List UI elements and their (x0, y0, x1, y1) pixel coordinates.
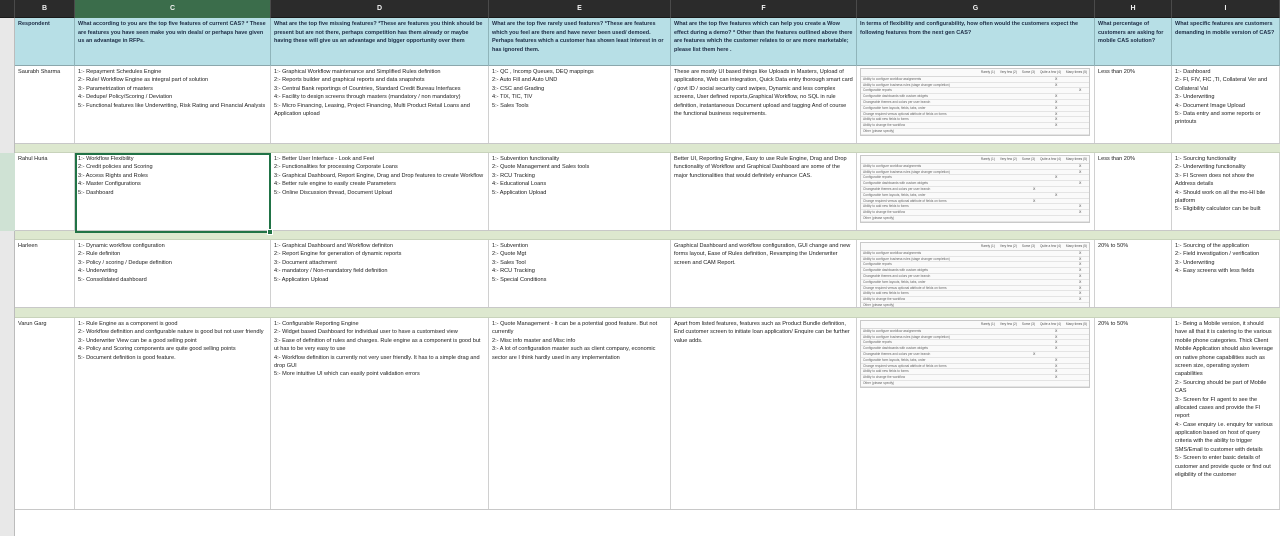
cell-text: 5:- Eligibility calculator can be built (1175, 206, 1261, 213)
rating-question: Configurable dashboards with custom widgets (863, 268, 929, 273)
rating-mark: X (1055, 82, 1058, 87)
cell-text: 2:- Quote Management and Sales tools (492, 164, 590, 171)
rating-scale-label: Some (3) (1021, 322, 1036, 326)
rating-scale-label: Many times (5) (1065, 322, 1087, 326)
table-row (15, 318, 1280, 510)
table-row (15, 240, 1280, 308)
rating-mark: X (1079, 268, 1082, 273)
cell-text: 4:- Should work on all the mo-HI bile platform (1175, 189, 1266, 204)
row-header-gutter (0, 18, 15, 536)
cell-text: 1:- Being a Mobile version, it should have all that it is catering to the various mobile phone categories. Thick Client Mobile Application should also leverage on native phone capabilities such as screen size, operating system capabilities (1175, 321, 1273, 378)
cell-text: 3:- RCU Tracking (492, 172, 535, 179)
column-header-g[interactable]: G (857, 0, 1095, 18)
rating-question: Ability to change the workflow (863, 210, 905, 215)
rating-scale-label: Quite a few (4) (1040, 157, 1061, 161)
cell-text: Rahul Huria (18, 156, 48, 162)
cell-text: 2:- Rule/ Workflow Engine as integral part of solution (78, 77, 209, 84)
table-row (15, 153, 1280, 231)
rating-scale-label: Some (3) (1021, 244, 1036, 248)
cell-text: 1:- Rule Engine as a component is good (78, 321, 178, 327)
cell-text: 4:- Workflow definition is currently not very user friendly. It has to a simple drag and drop GUI (274, 354, 480, 369)
respondent-cell[interactable] (15, 66, 75, 143)
current-features-cell[interactable] (75, 318, 271, 509)
current-features-cell[interactable] (75, 240, 271, 307)
mobile-features-cell[interactable] (1172, 153, 1280, 230)
rating-mark: X (1055, 123, 1058, 128)
column-header-f[interactable]: F (671, 0, 857, 18)
rating-question: Configurable form layouts, fields, tabs, order (863, 105, 926, 110)
column-header-d[interactable]: D (271, 0, 489, 18)
mobile-percentage-cell[interactable] (1095, 66, 1172, 143)
cell-text: 3:- Access Rights and Roles (78, 172, 148, 179)
rating-mark: X (1079, 262, 1082, 267)
cell-text: Less than 20% (1098, 69, 1136, 75)
rating-question: Changeable themes and colors per user branch (863, 99, 931, 104)
column-header-e[interactable]: E (489, 0, 671, 18)
rating-mark: X (1079, 256, 1082, 261)
rating-question: Configurable form layouts, fields, tabs, order (863, 357, 926, 362)
cell-text: 20% to 50% (1098, 321, 1129, 327)
cell-text: 2:- FI, FIV, FIC ,TI, Collateral Ver and Collateral Val (1175, 77, 1268, 92)
rating-mark: X (1055, 369, 1058, 374)
wow-features-cell[interactable] (671, 153, 857, 230)
rating-mark: X (1055, 375, 1058, 380)
rating-mark: X (1055, 99, 1058, 104)
cell-text: 3:- Screen for FI agent to see the allocated cases and provide the FI report (1175, 396, 1261, 420)
cell-text: Better UI, Reporting Engine, Easy to use Rule Engine, Drag and Drop functionality of Workflow and Graphical Dashboard are some of the major functionalities that would definitely enhance CAS. (674, 156, 847, 179)
cell-text: 5:- Application Upload (492, 189, 547, 196)
missing-features-cell[interactable] (271, 240, 489, 307)
cell-text: 2:- Auto Fill and Auto UND (492, 77, 558, 84)
rating-scale-label: Some (3) (1021, 157, 1036, 161)
rating-mark: X (1055, 117, 1058, 122)
rating-question: Ability to configure business rules (stage changer completion) (863, 334, 950, 339)
rating-question: Configurable reports (863, 175, 892, 180)
rating-mark: X (1079, 210, 1082, 215)
rating-mark: X (1079, 297, 1082, 302)
rarely-used-features-cell[interactable] (489, 66, 671, 143)
rating-question: Configurable dashboards with custom widgets (863, 346, 929, 351)
mobile-features-cell[interactable] (1172, 240, 1280, 307)
cell-text: 1:- QC , Incomp Queues, DEQ mappings (492, 69, 594, 75)
cell-text: 1:- Repayment Schedules Engine (78, 69, 162, 75)
row-header-selected[interactable] (0, 153, 15, 231)
rating-question: Ability to add new fields to forms (863, 291, 909, 296)
rating-scale-label: Quite a few (4) (1040, 322, 1061, 326)
rating-question: Configurable form layouts, fields, tabs, order (863, 279, 926, 284)
rating-scale-label: Rarely (1) (980, 244, 995, 248)
rating-scale-label: Very few (2) (999, 322, 1017, 326)
rating-mark: X (1055, 76, 1058, 81)
cell-text: 3:- Document attachment (274, 259, 337, 266)
cell-text: Graphical Dashboard and workflow configuration, GUI change and new forms layout, Ease of Rules definition, Revamping the Underwriter screen and CAM Report. (674, 243, 851, 266)
cell-text: Less than 20% (1098, 156, 1136, 162)
cell-text: 2:- Workflow definition and configurable nature is good but not user friendly (78, 329, 264, 336)
cell-text: 1:- Dynamic workflow configuration (78, 243, 165, 249)
row-spacer[interactable] (15, 144, 1280, 153)
rating-question: Configurable dashboards with custom widgets (863, 181, 929, 186)
rating-mark: X (1055, 175, 1058, 180)
rating-question: Configurable dashboards with custom widgets (863, 94, 929, 99)
rating-image-cell[interactable] (857, 153, 1095, 230)
cell-text: 5:- Document definition is good feature. (78, 354, 176, 361)
rating-mark: X (1055, 340, 1058, 345)
rating-mark: X (1055, 105, 1058, 110)
cell-text: 2:- Quote Mgt (492, 251, 527, 258)
rating-scale-label: Quite a few (4) (1040, 244, 1061, 248)
cell-text: 4:- TIX, TIC, TIV (492, 94, 533, 101)
cell-text: 4:- Underwriting (78, 268, 118, 275)
rating-mark: X (1033, 198, 1036, 203)
rating-mark: X (1079, 181, 1082, 186)
rating-mark: X (1079, 273, 1082, 278)
rating-scale-label: Many times (5) (1065, 157, 1087, 161)
header-rarely-used-features[interactable]: What are the top five rarely used features? *These are features which you feel are there and have never been used/ demoed. Perhaps features which a customer has shown least interest in or has ignored them. (489, 18, 671, 66)
rating-scale-label: Quite a few (4) (1040, 70, 1061, 74)
wow-features-cell[interactable] (671, 318, 857, 509)
cell-text: 3:- Underwriter View can be a good selling point (78, 337, 197, 344)
current-features-cell[interactable] (75, 66, 271, 143)
cell-text: 5:- Dashboard (78, 189, 114, 196)
missing-features-cell[interactable] (271, 153, 489, 230)
rating-question: Other (please specify) (863, 302, 895, 307)
cell-text: 2:- Misc info master and Misc info (492, 337, 576, 344)
rating-question: Changeable themes and colors per user branch (863, 186, 931, 191)
cell-text: 1:- Graphical Workflow maintenance and Simplified Rules definition (274, 69, 441, 75)
header-missing-features[interactable]: What are the top five missing features? *These are features you think should be present but are not there, perhaps competition has them already or maybe having these will give us an advantage and bigger opportunity over them (271, 18, 489, 66)
cell-text: 2:- Reports builder and graphical reports and data snapshots (274, 77, 425, 84)
row-spacer[interactable] (15, 231, 1280, 240)
current-features-cell[interactable] (75, 153, 271, 230)
cell-text: 4:- Easy screens with less fields (1175, 268, 1255, 275)
cell-text: 3:- CSC and Grading (492, 85, 545, 92)
rating-mark: X (1055, 192, 1058, 197)
rating-scale-label: Very few (2) (999, 157, 1017, 161)
cell-text: 5:- Micro Financing, Leasing, Project Financing, Multi Product Retail Loans and Application upload (274, 102, 470, 117)
cell-text: 4:- Document Image Upload (1175, 102, 1245, 109)
rating-question: Other (please specify) (863, 380, 895, 385)
cell-text: 1:- Dashboard (1175, 69, 1211, 75)
rating-question: Configurable reports (863, 88, 892, 93)
cell-text: 5:- Online Discussion thread, Document Upload (274, 189, 393, 196)
rating-question: Ability to add new fields to forms (863, 117, 909, 122)
rating-question: Ability to add new fields to forms (863, 369, 909, 374)
cell-text: 2:- Credit policies and Scoring (78, 164, 153, 171)
rating-question: Change required versus optional attribute of fields on forms (863, 363, 947, 368)
rating-mark: X (1055, 346, 1058, 351)
rating-mark: X (1055, 357, 1058, 362)
cell-text: 1:- Sourcing functionality (1175, 156, 1237, 162)
cell-text: 2:- Widget based Dashboard for individual user to have a customised view (274, 329, 458, 336)
cell-text: 1:- Configurable Reporting Engine (274, 321, 359, 327)
rating-question: Ability to change the workflow (863, 123, 905, 128)
cell-text: 2:- Rule definiton (78, 251, 121, 258)
rating-question: Changeable themes and colors per user branch (863, 273, 931, 278)
cell-text: 4:- mandatory / Non-mandatory field definition (274, 268, 388, 275)
rating-question: Configurable reports (863, 262, 892, 267)
cell-text: 5:- More intuitive UI which can easily point validation errors (274, 371, 420, 378)
cell-text: 2:- Report Engine for generation of dynamic reports (274, 251, 402, 258)
rating-question: Other (please specify) (863, 128, 895, 133)
rating-question: Ability to configure workflow assignments (863, 250, 922, 255)
rarely-used-features-cell[interactable] (489, 240, 671, 307)
cell-text: 1:- Graphical Dashboard and Workflow definiton (274, 243, 393, 249)
rarely-used-features-cell[interactable] (489, 318, 671, 509)
respondent-cell[interactable] (15, 153, 75, 230)
column-header-h[interactable]: H (1095, 0, 1172, 18)
cell-text: 5:- Screen to enter basic details of customer and provide quote or find out eligibility of the customer (1175, 455, 1271, 479)
rating-mark: X (1079, 204, 1082, 209)
rating-mark: X (1079, 88, 1082, 93)
cell-text: Apart from listed features, features such as Product Bundle definition, End customer screen to initiate loan application/ Enquire can be further value adds. (674, 321, 850, 344)
cell-text: 3:- A lot of configuration master such as client company, economic sector are I think hardly used in any implementation (492, 346, 656, 361)
cell-text: 4:- Facility to design screens through masters (mandatory / non mandatory) (274, 94, 461, 101)
rating-mark: X (1079, 279, 1082, 284)
table-row (15, 66, 1280, 144)
cell-text: 3:- Underwriting (1175, 259, 1215, 266)
rating-question: Ability to configure business rules (stage changer completion) (863, 256, 950, 261)
rating-scale-label: Many times (5) (1065, 244, 1087, 248)
rating-question: Configurable form layouts, fields, tabs, order (863, 192, 926, 197)
header-mobile-features[interactable]: What specific features are customers demanding in mobile version of CAS? (1172, 18, 1280, 66)
rating-mark: X (1079, 291, 1082, 296)
rarely-used-features-cell[interactable] (489, 153, 671, 230)
cell-text: 5:- Special Conditions (492, 276, 547, 283)
respondent-cell[interactable] (15, 240, 75, 307)
cell-text: Varun Garg (18, 321, 47, 327)
cell-text: 3:- FI Screen does not show the Address details (1175, 172, 1255, 188)
cell-text: 3:- Parametrization of masters (78, 85, 153, 92)
respondent-cell[interactable] (15, 318, 75, 509)
wow-features-cell[interactable] (671, 240, 857, 307)
cell-text: 3:- Ease of definition of rules and charges. Rule engine as a component is good but ut has to be very easy to use (274, 337, 481, 353)
cell-text: 5:- Application Upload (274, 276, 329, 283)
cell-text: 5:- Consolidated dashboard (78, 276, 147, 283)
rating-scale-label: Rarely (1) (980, 322, 995, 326)
rating-mark: X (1079, 250, 1082, 255)
cell-text: 3:- Sales Tool (492, 259, 526, 266)
header-row (15, 18, 1280, 66)
cell-text: These are mostly UI based things like Uploads in Masters, Upload of applications, Web can integration, Quick Data entry thorough smart card / govt ID / social security card swipes, Dynamic and less complex screens, User defined reports,Graphical Workflow, no SQL in rule definition, instantaneous Document upload and tagging And of course the functional business requirements. (674, 69, 853, 117)
mobile-features-cell[interactable] (1172, 66, 1280, 143)
cell-text: 4:- Case enquiry i.e. enquiry for various application based on host of query criteria with the ability to trigger SMS/Email to customer with details (1175, 421, 1273, 453)
rating-question: Change required versus optional attribute of fields on forms (863, 198, 947, 203)
cell-text: 20% to 50% (1098, 243, 1129, 249)
cell-text: 1:- Better User Interface - Look and Feel (274, 156, 375, 162)
cell-text: 2:- Underwriting functionality (1175, 164, 1246, 171)
mobile-features-cell[interactable] (1172, 318, 1280, 509)
cell-text: 4:- RCU Tracking (492, 268, 535, 275)
cell-text: Harleen (18, 243, 38, 249)
rating-mark: X (1055, 111, 1058, 116)
mobile-percentage-cell[interactable] (1095, 153, 1172, 230)
rating-question: Change required versus optional attribute of fields on forms (863, 285, 947, 290)
rating-question: Ability to configure workflow assignments (863, 328, 922, 333)
rating-mark: X (1055, 334, 1058, 339)
rating-question: Ability to configure business rules (stage changer completion) (863, 169, 950, 174)
rating-question: Ability to change the workflow (863, 375, 905, 380)
rating-grid-image[interactable] (860, 68, 1090, 136)
mobile-percentage-cell[interactable] (1095, 318, 1172, 509)
cell-text: 3:- Central Bank reportings of Countries, Standard Credit Bureau Interfaces (274, 85, 461, 92)
rating-question: Change required versus optional attribute of fields on forms (863, 111, 947, 116)
cell-text: 3:- Policy / scoring / Dedupe definition (78, 259, 172, 266)
select-all-corner[interactable] (0, 0, 15, 18)
rating-question: Ability to configure business rules (stage changer completion) (863, 82, 950, 87)
empty-rows (15, 510, 1280, 536)
cell-text: 2:- Sourcing should be part of Mobile CAS (1175, 379, 1267, 395)
rating-grid-image[interactable] (860, 320, 1090, 388)
rating-question: Other (please specify) (863, 215, 895, 220)
cell-text: 3:- Underwriting (1175, 94, 1215, 101)
rating-question: Ability to add new fields to forms (863, 204, 909, 209)
rating-mark: X (1079, 163, 1082, 168)
rating-scale-label: Rarely (1) (980, 157, 995, 161)
missing-features-cell[interactable] (271, 66, 489, 143)
cell-text: 5:- Functional features like Underwriting, Risk Rating and Financial Analysis (78, 102, 266, 109)
row-spacer[interactable] (15, 308, 1280, 318)
column-header-b[interactable]: B (15, 0, 75, 18)
column-header-c[interactable]: C (75, 0, 271, 18)
rating-mark: X (1033, 186, 1036, 191)
cell-text: 5:- Data entry and some reports or printouts (1175, 110, 1261, 126)
header-respondent[interactable]: Respondent (15, 18, 75, 66)
rating-question: Ability to configure workflow assignments (863, 76, 922, 81)
cell-text: 1:- Quote Management - It can be a potential good feature. But not currently (492, 321, 658, 336)
rating-scale-label: Rarely (1) (980, 70, 995, 74)
cell-text: 4:- Master Configurations (78, 181, 141, 188)
rating-scale-label: Some (3) (1021, 70, 1036, 74)
column-header-bar (0, 0, 1280, 18)
rating-mark: X (1079, 285, 1082, 290)
rating-image-cell[interactable] (857, 240, 1095, 307)
cell-text: 1:- Workflow Flexibility (78, 156, 134, 162)
cell-text: 4:- Policy and Scoring components are quite good selling points (78, 346, 236, 353)
rating-image-cell[interactable] (857, 66, 1095, 143)
rating-scale-label: Many times (5) (1065, 70, 1087, 74)
rating-scale-label: Very few (2) (999, 70, 1017, 74)
cell-text: Saurabh Sharma (18, 69, 61, 75)
rating-grid-image[interactable] (860, 155, 1090, 223)
cell-text: 1:- Subvention functionality (492, 156, 560, 162)
rating-grid-image[interactable] (860, 242, 1090, 307)
rating-scale-label: Very few (2) (999, 244, 1017, 248)
cell-text: 4:- Educational Loans (492, 181, 547, 188)
header-current-features[interactable]: What according to you are the top five features of current CAS? * These are features you have seen make you win deals/ or perhaps have given us an advantage in RFPs. (75, 18, 271, 66)
rating-mark: X (1055, 328, 1058, 333)
cell-text: 2:- Functionalities for processing Corporate Loans (274, 164, 398, 171)
rating-mark: X (1055, 363, 1058, 368)
rating-question: Ability to configure workflow assignments (863, 163, 922, 168)
mobile-percentage-cell[interactable] (1095, 240, 1172, 307)
rating-mark: X (1033, 351, 1036, 356)
rating-question: Configurable reports (863, 340, 892, 345)
rating-question: Changeable themes and colors per user branch (863, 351, 931, 356)
rating-mark: X (1079, 169, 1082, 174)
column-header-i[interactable]: I (1172, 0, 1280, 18)
wow-features-cell[interactable] (671, 66, 857, 143)
rating-image-cell[interactable] (857, 318, 1095, 509)
missing-features-cell[interactable] (271, 318, 489, 509)
header-mobile-percentage[interactable]: What percentage of customers are asking for mobile CAS solution? (1095, 18, 1172, 66)
cell-text: 1:- Subvention (492, 243, 529, 249)
rating-mark: X (1055, 94, 1058, 99)
header-flexibility-features[interactable]: In terms of flexibility and configurability, how often would the customers expect the following features from the next gen CAS? (857, 18, 1095, 66)
cell-text: 4:- Better rule engine to easily create Parameters (274, 181, 396, 188)
rating-question: Ability to change the workflow (863, 297, 905, 302)
cell-text: 5:- Sales Tools (492, 102, 529, 109)
cell-text: 1:- Sourcing of the application (1175, 243, 1250, 249)
cell-text: 2:- Field investigation / verification (1175, 251, 1260, 258)
cell-text: 4:- Dedupe/ Policy/Scoring / Deviation (78, 94, 173, 101)
cell-text: 3:- Graphical Dashboard, Report Engine, Drag and Drop features to create Workflow (274, 172, 484, 179)
header-wow-features[interactable]: What are the top five features which can help you create a Wow effect during a demo? * Other than the features outlined above there are features which the customer relates to or are more marketable; please list them here . (671, 18, 857, 66)
